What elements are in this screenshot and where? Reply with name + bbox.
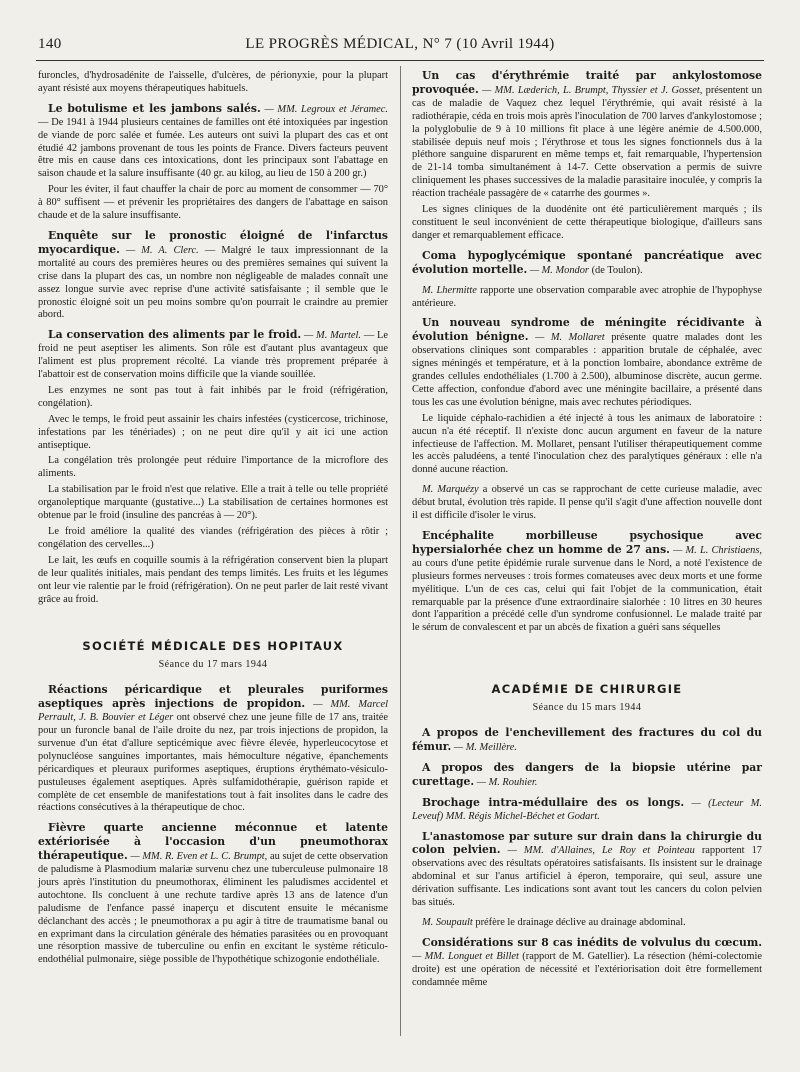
article-body: furoncles, d'hydrosadénite de l'aisselle, d'ulcères, de périonyxie, pour la plupart ayant résisté aux moyens thérapeutiques habituels. <box>38 70 388 94</box>
article-authors: — MM. Longuet et Billet <box>412 950 519 962</box>
article-continued <box>38 70 388 96</box>
section-date: Séance du 15 mars 1944 <box>532 702 642 714</box>
article-authors: — M. A. Clerc. <box>125 244 199 256</box>
article-text: — Le froid ne peut aseptiser les aliments. Son rôle est d'autant plus avantageux que l'aliment est plus proprement récolté. La viande très proprement préparée à l'abattoir est de conservation moins difficile que la viande souillée. <box>38 330 388 381</box>
article-marquezy <box>412 484 762 523</box>
article-title: Encéphalite morbilleuse psychosique avec hypersialorhée chez un homme de 27 ans. <box>412 529 762 556</box>
column-divider <box>400 66 401 1036</box>
article-authors: — MM. Marcel Perrault, J. B. Bouvier et Léger <box>38 699 388 724</box>
header-rule <box>36 60 764 61</box>
article-botulisme <box>38 103 388 223</box>
article-title: Le botulisme et les jambons salés. <box>48 101 261 115</box>
article-authors: — M. Mollaret <box>535 332 605 344</box>
page-header <box>38 36 762 58</box>
article-paragraph: Avec le temps, le froid peut assainir les chairs infestées (cysticercose, trichinose, infestations par les ténériades) ; on ne peut dire qu'il y ait ici une action antiseptique. <box>38 413 388 451</box>
article-text: présentent un cas de maladie de Vaquez chez lequel l'érythrémie, qui avait résisté à la radiothérapie, céda en trois mois après l'inoculation de 700 larves d'ankylostomose ; la polyglobulie de 9 à 10 millions fit place à une légère anémie de 4.500.000, stabilisée depuis neuf mois ; l'érythrose et tous les signes fonctionnels dus à la pléthore sanguine disparurent en même temps et, fait remarquable, l'hypertension de 21-14 tomba simultanément à 14-7. Cette observation a permis de suivre cliniquement les phases successives de la maladie parasitaire inoculée, y compris la réaction trachéale passagère de « catarrhe des gourmes ». <box>412 84 763 200</box>
article-text: (de Toulon). <box>591 264 643 276</box>
article-authors: M. Lhermitte <box>422 284 477 296</box>
article-volvulus <box>412 937 762 990</box>
article-erythremie <box>412 70 762 243</box>
article-paragraph: Les signes cliniques de la duodénite ont été particulièrement marqués ; ils constituent le seul inconvénient de cette thérapeutique biologique, d'ailleurs sans danger et remarquablement efficace. <box>412 204 762 241</box>
article-paragraph: La congélation très prolongée peut réduire l'importance de la microflore des aliments. <box>38 455 388 480</box>
article-coma-hypoglycemique <box>412 250 762 278</box>
article-authors: — M. Rouhier. <box>476 776 538 788</box>
article-meningite <box>412 317 762 477</box>
article-text: ont observé chez une jeune fille de 17 ans, traitée pour un furoncle banal de l'aile droite du nez, par trois injections de propidon, la survenue d'un état d'allure septicémique avec fièvre élevée, hyperleucocytose et polynucléose sanguines importantes, mais hémoculture négative, épanchements péricardiques et pleuraux puriformes aseptiques, éruptions érythémato-vésiculo-pustuleuses également aseptiques. Après sulfamidothérapie, guérison rapide et complète de cet ensemble de manifestations tout à fait insolites dans le cadre des réactions consécutives à la thérapeutique de choc. <box>38 712 388 814</box>
page-number: 140 <box>38 36 62 52</box>
article-authors: — MM. Legroux et Jéramec. <box>264 103 388 115</box>
article-col-femur <box>412 727 762 755</box>
article-lhermitte <box>412 285 762 311</box>
article-conservation-froid <box>38 329 388 606</box>
article-paragraph: Pour les éviter, il faut chauffer la chair de porc au moment de consommer — 70° à 80° suffisent — et prévenir les propriétaires des dangers de l'abattage en saison chaude et de la salure insuffisante. <box>38 184 388 222</box>
article-reactions-pericardiques <box>38 684 388 815</box>
left-column <box>38 70 388 974</box>
article-title: Enquête sur le pronostic éloigné de l'infarctus myocardique. <box>38 228 388 256</box>
article-title: Fièvre quarte ancienne méconnue et latente extériorisée à l'occasion d'un pneumothorax thérapeutique. <box>38 821 388 863</box>
article-text: a observé un cas se rapprochant de cette curieuse maladie, avec début brutal, évolution très rapide. Il pense qu'il s'agit d'une affection nouvelle dont il est difficile d'isoler le virus. <box>412 484 762 522</box>
article-text: rapporte une observation comparable avec atrophie de l'hypophyse antérieure. <box>412 284 762 309</box>
article-text: préfère le drainage déclive au drainage abdominal. <box>475 916 686 928</box>
article-authors: — M. L. Christiaens, <box>673 544 762 556</box>
article-text: (rapport de M. Gatellier). La résection (hémi-colectomie droite) est une opération de nécessité et l'extériorisation doit être formellement condamnée même <box>412 950 762 988</box>
article-title: L'anastomose par suture sur drain dans la chirurgie du colon pelvien. <box>412 829 762 857</box>
article-title: A propos de l'enchevillement des fractures du col du fémur. <box>412 726 762 753</box>
article-paragraph: Les enzymes ne sont pas tout à fait inhibés par le froid (réfrigération, congélation). <box>38 384 388 409</box>
article-authors: — MM. R. Even et L. C. Brumpt, <box>130 851 268 863</box>
article-title: Un cas d'érythrémie traité par ankylostomose provoquée. <box>412 69 762 96</box>
article-fievre-quarte <box>38 822 388 967</box>
article-paragraph: Le liquide céphalo-rachidien a été injecté à tous les animaux de laboratoire : aucun n'a été réceptif. Il n'existe donc aucun argument en faveur de la nature infectieuse de l'affection. M. Mollaret, pensant l'utiliser thérapeutiquement comme les accès paludéens, a tenté l'inoculation chez des paralytiques généraux : elle n'a donné aucune réaction. <box>412 412 762 476</box>
article-authors: — (Lecteur M. Leveuf) MM. Régis Michel-Béchet et Godart. <box>412 797 762 822</box>
article-title: Réactions péricardique et pleurales puriformes aseptiques après injections de propidon. <box>38 683 388 711</box>
article-title: Un nouveau syndrome de méningite récidivante à évolution bénigne. <box>412 316 762 344</box>
article-soupault <box>412 917 762 930</box>
right-column <box>412 70 762 996</box>
journal-title: LE PROGRÈS MÉDICAL, N° 7 (10 Avril 1944) <box>245 36 555 52</box>
article-title: Coma hypoglycémique spontané pancréatique avec évolution mortelle. <box>412 248 762 276</box>
article-text: au sujet de cette observation de paludisme à Plasmodium malariæ survenu chez une tuberculeuse pulmonaire 18 jours après l'institution du pneumothorax, éliminent les paludismes accidentel et autochtone. Ils concluent à une rechute tardive après 13 ans de latence d'un paludisme de l'enfance passé inaperçu et discutent ensuite le mécanisme déclanchant des accès ; le pneumothorax a pu agir à titre de traumatisme banal ou en exprimant dans la circulation générale des hématies parasitées ou en provoquant une résorption massive de tuberculine ou enfin en excitant le système réticulo-endothélial pulmonaire, siège possible de l'hypothétique schizogonie endothéliale. <box>38 851 388 966</box>
article-anastomose <box>412 831 762 910</box>
article-text: au cours d'une petite épidémie rurale survenue dans le Nord, a noté l'existence de plusieurs formes nerveuses : trois formes comateuses avec deux morts et une forme myélitique. L'un de ces cas, celui qui fait l'objet de la communication, était remarquable par la présence d'une extraordinaire sialorhée : 10 litres en 30 heures dont l'apparition a précédé celle d'un syndrome confusionnel. Le malade traité par le sérum de convalescent et par un abcès de fixation a guéri sans séquelles <box>412 557 762 634</box>
article-text: présente quatre malades dont les observations cliniques sont comparables : apparition brutale de céphalée, avec signes méningés et température, et à la ponction lombaire, abondance extrême de grandes cellules endothéliales (1.700 à 2.500), albuminose discrète, aucun germe. Cette affection, confondue d'abord avec une méningite bacillaire, a présenté dans tous les cas une évolution bénigne, mais avec rechutes périodiques. <box>412 332 763 408</box>
article-text: rapportent 17 observations avec des résultats opératoires satisfaisants. Ils insistent sur le drainage abdominal et sur l'anus artificiel à éperon, temporaire, qui seul, assure une dérivation suffisante. Les indications sont avant tout les cancers du colon pelvien bas situés. <box>412 845 762 909</box>
article-title: La conservation des aliments par le froid. <box>48 328 302 342</box>
article-text: — Malgré le taux impressionnant de la mortalité au cours des premières heures ou des premières semaines qui suivent la crise dans la plupart des cas, un nombre non négligeable de malades connaît une assez longue survie avec reprise d'une activité satisfaisante ; il semble que le pronostic éloigné soit un peu moins sombre qu'on pourrait le craindre au premier abord. <box>38 244 388 321</box>
article-paragraph: La stabilisation par le froid n'est que relative. Elle a trait à telle ou telle propriété organoleptique marquante (gustative...) La stabilisation de certaines hormones est obtenue par le froid (insuline des pancréas à — 20°). <box>38 484 388 522</box>
article-authors: — M. Meillère. <box>453 741 517 753</box>
article-authors: — MM. d'Allaines, Le Roy et Pointeau <box>507 845 695 857</box>
article-encephalite <box>412 530 762 635</box>
article-title: A propos des dangers de la biopsie utérine par curettage. <box>412 760 762 788</box>
article-authors: — M. Martel. <box>304 330 361 342</box>
article-title: Brochage intra-médullaire des os longs. <box>422 795 685 809</box>
article-authors: — MM. Læderich, L. Brumpt, Thyssier et J. Gosset, <box>482 84 703 96</box>
section-title: ACADÉMIE DE CHIRURGIE <box>491 682 683 697</box>
article-infarctus <box>38 230 388 322</box>
article-authors: M. Soupault <box>422 916 473 928</box>
section-date: Séance du 17 mars 1944 <box>158 659 268 671</box>
section-title: SOCIÉTÉ MÉDICALE DES HOPITAUX <box>82 639 344 654</box>
article-authors: — M. Mondor <box>529 264 589 276</box>
article-paragraph: Le froid améliore la qualité des viandes (réfrigération des pièces à rôtir ; congélation des cervelles...) <box>38 526 388 550</box>
article-title: Considérations sur 8 cas inédits de volvulus du cœcum. <box>422 935 762 949</box>
article-authors: M. Marquézy <box>422 484 479 496</box>
article-biopsie-uterine <box>412 762 762 790</box>
article-paragraph: Le lait, les œufs en coquille soumis à la réfrigération conservent bien la plupart de leur qualités initiales, mais pendant des temps limités. Les fruits et les légumes ont leur vie ralentie par le froid (réfrigération). On ne peut parler de lait resté vivant grâce au froid. <box>38 554 388 605</box>
article-text: — De 1941 à 1944 plusieurs centaines de familles ont été intoxiquées par ingestion de viande de porc salée et fumée. Les auteurs ont suivi la plupart des cas et ont étudié 42 jambons provenant de tous les points de France. Divers facteurs peuvent être mis en cause dans ces intoxications, dont les principaux sont l'abattage en saison chaude et la salure insuffisante (40 gr. au kilog, au lieu de 150 à 200 gr.) <box>38 116 388 180</box>
article-brochage <box>412 797 762 824</box>
